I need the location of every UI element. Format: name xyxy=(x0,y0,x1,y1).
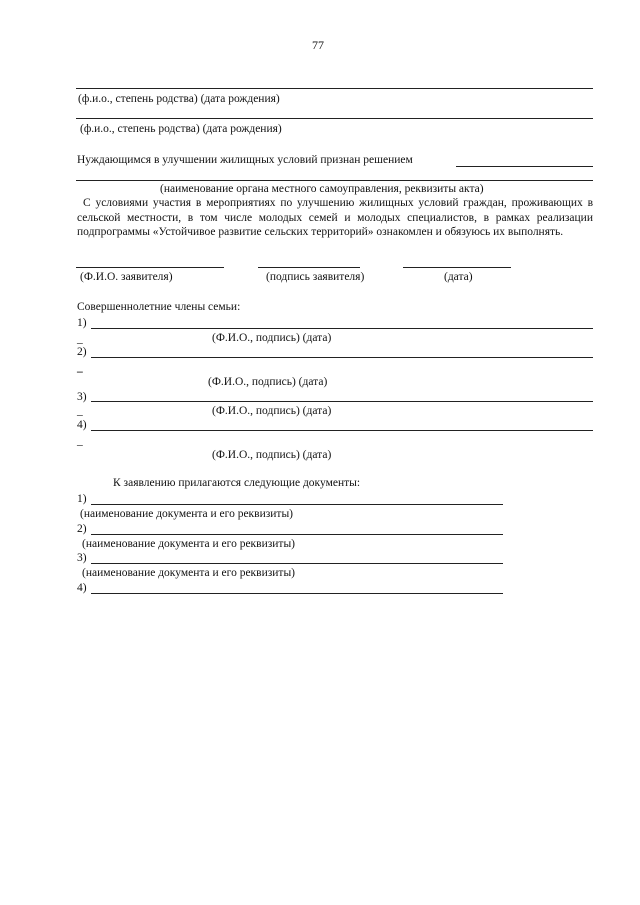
family-item-2-dash: _ xyxy=(77,362,83,374)
needy-text: Нуждающимся в улучшении жилищных условий признан решением xyxy=(77,154,413,166)
applicant-date-caption: (дата) xyxy=(444,271,473,283)
document-item-1-num: 1) xyxy=(77,493,87,505)
family-item-2-line xyxy=(91,357,593,358)
family-item-2-num: 2) xyxy=(77,346,87,358)
family-item-4-num: 4) xyxy=(77,419,87,431)
family-item-4-dash: _ xyxy=(77,435,83,447)
fio-relation-caption-1: (ф.и.о., степень родства) (дата рождения) xyxy=(78,93,280,105)
applicant-signature-caption: (подпись заявителя) xyxy=(266,271,365,283)
family-item-3-num: 3) xyxy=(77,391,87,403)
document-item-4-num: 4) xyxy=(77,582,87,594)
applicant-name-line xyxy=(76,267,224,268)
document-item-1-caption: (наименование документа и его реквизиты) xyxy=(80,508,293,520)
applicant-date-line xyxy=(403,267,511,268)
family-item-1-dash: _ xyxy=(77,333,83,345)
authority-line xyxy=(76,180,593,181)
family-item-3-line xyxy=(91,401,593,402)
applicant-name-caption: (Ф.И.О. заявителя) xyxy=(80,271,173,283)
family-item-4-line xyxy=(91,430,593,431)
applicant-signature-line xyxy=(258,267,360,268)
page-number: 77 xyxy=(312,38,324,52)
family-item-1-line xyxy=(91,328,593,329)
family-item-3-caption: (Ф.И.О., подпись) (дата) xyxy=(212,405,332,417)
document-item-2-line xyxy=(91,534,503,535)
document-item-3-caption: (наименование документа и его реквизиты) xyxy=(82,567,295,579)
family-item-3-dash: _ xyxy=(77,405,83,417)
fio-relation-line-2 xyxy=(76,118,593,119)
document-item-1-line xyxy=(91,504,503,505)
family-heading: Совершеннолетние члены семьи: xyxy=(77,301,241,313)
family-item-4-caption: (Ф.И.О., подпись) (дата) xyxy=(212,449,332,461)
document-item-2-num: 2) xyxy=(77,523,87,535)
family-item-2-caption: (Ф.И.О., подпись) (дата) xyxy=(208,376,328,388)
document-item-3-num: 3) xyxy=(77,552,87,564)
fio-relation-line-1 xyxy=(76,88,593,89)
documents-heading: К заявлению прилагаются следующие документы: xyxy=(113,477,361,489)
family-item-1-caption: (Ф.И.О., подпись) (дата) xyxy=(212,332,332,344)
document-item-3-line xyxy=(91,563,503,564)
authority-caption: (наименование органа местного самоуправления, реквизиты акта) xyxy=(160,183,484,195)
document-item-2-caption: (наименование документа и его реквизиты) xyxy=(82,538,295,550)
fio-relation-caption-2: (ф.и.о., степень родства) (дата рождения) xyxy=(80,123,282,135)
conditions-paragraph: С условиями участия в мероприятиях по улучшению жилищных условий граждан, проживающих в сельской местности, в том числе молодых семей и молодых специалистов, в рамках реализации подпрограммы «Устойчивое развитие сельских территорий» ознакомлен и обязуюсь их выполнять. xyxy=(77,197,593,238)
needy-decision-line xyxy=(456,166,593,167)
family-item-1-num: 1) xyxy=(77,317,87,329)
document-item-4-line xyxy=(91,593,503,594)
